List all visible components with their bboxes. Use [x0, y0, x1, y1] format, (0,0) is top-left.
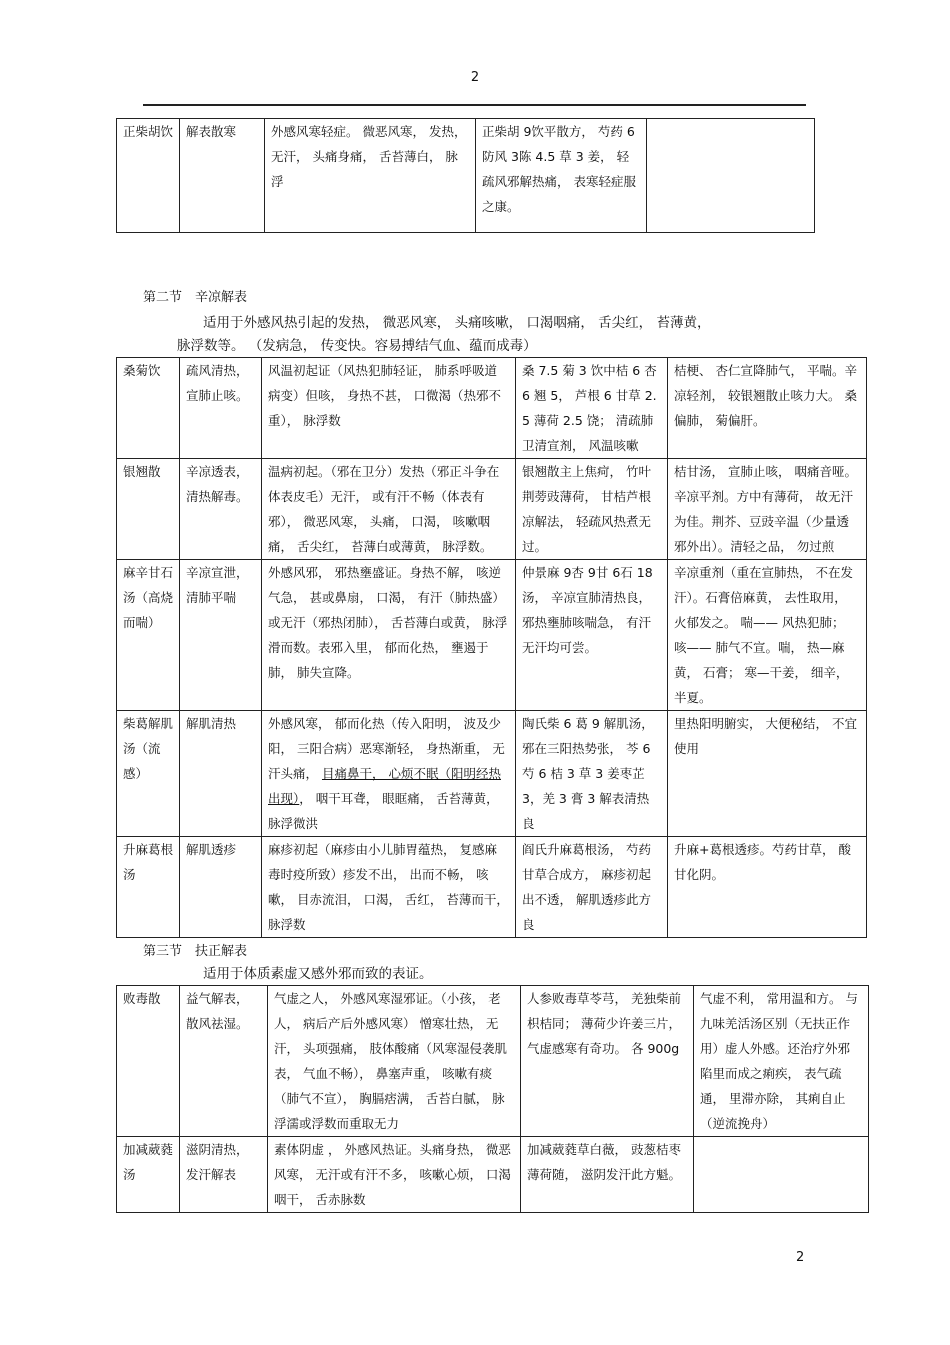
formula-notes: 辛凉重剂（重在宣肺热， 不在发汗）。石膏倍麻黄， 去性取用， 火郁发之。 喘—— 风热犯肺； 咳—— 肺气不宣。喘， 热—麻黄， 石膏； 寒—干姜， 细辛， 半夏。 — [668, 560, 867, 711]
formula-name: 银翘散 — [117, 459, 180, 560]
section-desc-3-line1: 适用于体质素虚又感外邪而致的表证。 — [203, 966, 433, 982]
formula-function: 辛凉宣泄， 清肺平喘 — [180, 560, 262, 711]
table-row — [117, 711, 867, 837]
formula-table-section2 — [116, 357, 867, 938]
table-row — [117, 119, 815, 233]
formula-name: 加减葳蕤汤 — [117, 1137, 180, 1213]
section-desc-2-line1: 适用于外感风热引起的发热， 微恶风寒， 头痛咳嗽， 口渴咽痛， 舌尖红， 苔薄黄， — [203, 315, 711, 331]
formula-function: 解表散寒 — [180, 119, 265, 233]
formula-indication: 素体阴虚 ， 外感风热证。头痛身热， 微恶风寒， 无汗或有汗不多， 咳嗽心烦， 口渴咽干， 舌赤脉数 — [268, 1137, 521, 1213]
formula-recipe: 阎氏升麻葛根汤， 芍药甘草合成方， 麻疹初起出不透， 解肌透疹此方良 — [516, 837, 668, 938]
table-row — [117, 986, 869, 1137]
formula-recipe: 仲景麻 9杏 9甘 6石 18 汤， 辛凉宣肺清热良， 邪热壅肺咳喘急， 有汗无汗均可尝。 — [516, 560, 668, 711]
formula-function: 疏风清热， 宣肺止咳。 — [180, 358, 262, 459]
formula-function: 滋阴清热， 发汗解表 — [180, 1137, 268, 1213]
formula-indication — [262, 711, 516, 837]
table-row — [117, 837, 867, 938]
section-title-2: 第二节 辛凉解表 — [143, 290, 248, 305]
table-row — [117, 1137, 869, 1213]
formula-function: 解肌清热 — [180, 711, 262, 837]
formula-notes — [694, 1137, 869, 1213]
table-row — [117, 560, 867, 711]
table-row — [117, 459, 867, 560]
indication-tail: ， 咽干耳聋， 眼眶痛， 舌苔薄黄， 脉浮微洪 — [268, 791, 499, 831]
formula-name: 桑菊饮 — [117, 358, 180, 459]
section-desc-2-line2: 脉浮数等。 （发病急， 传变快。容易搏结气血、蕴而成毒） — [177, 338, 537, 354]
formula-recipe: 正柴胡 9饮平散方， 芍药 6防风 3陈 4.5 草 3 姜， 轻疏风邪解热痛， 表寒轻症服之康。 — [476, 119, 647, 233]
formula-name: 败毒散 — [117, 986, 180, 1137]
formula-table-section1 — [116, 118, 815, 233]
formula-recipe: 陶氏柴 6 葛 9 解肌汤， 邪在三阳热势张， 芩 6 芍 6 桔 3 草 3 姜枣芷 3，羌 3 膏 3 解表清热良 — [516, 711, 668, 837]
formula-recipe: 银翘散主上焦疴， 竹叶荆蒡豉薄荷， 甘桔芦根凉解法， 轻疏风热煮无过。 — [516, 459, 668, 560]
formula-name: 升麻葛根汤 — [117, 837, 180, 938]
formula-indication: 麻疹初起（麻疹由小儿肺胃蕴热， 复感麻毒时疫所致）疹发不出， 出而不畅， 咳嗽， 目赤流泪， 口渴， 舌红， 苔薄而干， 脉浮数 — [262, 837, 516, 938]
header-rule — [143, 104, 806, 106]
formula-function: 解肌透疹 — [180, 837, 262, 938]
formula-recipe: 人参败毒草苓芎， 羌独柴前枳桔同； 薄荷少许姜三片， 气虚感寒有奇功。 各 900g — [521, 986, 694, 1137]
formula-name: 麻辛甘石汤（高烧而喘） — [117, 560, 180, 711]
page-number-top: 2 — [470, 70, 480, 85]
formula-function: 辛凉透表， 清热解毒。 — [180, 459, 262, 560]
formula-notes — [647, 119, 815, 233]
formula-recipe: 桑 7.5 菊 3 饮中桔 6 杏 6 翘 5， 芦根 6 甘草 2.5 薄荷 2.5 饶； 清疏肺卫清宣剂， 风温咳嗽 — [516, 358, 668, 459]
formula-indication: 气虚之人， 外感风寒湿邪证。（小孩， 老人， 病后产后外感风寒） 憎寒壮热， 无汗， 头项强痛， 肢体酸痛（风寒湿侵袭肌表， 气血不畅）， 鼻塞声重， 咳嗽有痰（肺气不宣）， 胸膈痞满， 舌苔白腻， 脉浮濡或浮数而重取无力 — [268, 986, 521, 1137]
page-number-bottom: 2 — [796, 1250, 805, 1265]
formula-notes: 升麻+葛根透疹。芍药甘草， 酸甘化阴。 — [668, 837, 867, 938]
section-title-3: 第三节 扶正解表 — [143, 944, 248, 959]
formula-notes: 桔甘汤， 宣肺止咳， 咽痛音哑。辛凉平剂。方中有薄荷， 故无汗为佳。荆芥、豆豉辛温（少量透邪外出）。清轻之品， 勿过煎 — [668, 459, 867, 560]
formula-name: 柴葛解肌汤（流感） — [117, 711, 180, 837]
underlined-symptoms: 目痛鼻干， 心烦不眠（阳明经热出现） — [268, 766, 501, 806]
formula-name: 正柴胡饮 — [117, 119, 180, 233]
formula-notes: 气虚不利， 常用温和方。 与九味羌活汤区别（无扶正作用）虚人外感。还治疗外邪陷里而成之痢疾， 表气疏通， 里滞亦除， 其痢自止（逆流挽舟） — [694, 986, 869, 1137]
indication-text: 外感风寒， 郁而化热（传入阳明， 波及少阳， 三阳合病）恶寒渐轻， 身热渐重， 无汗头痛， — [268, 716, 505, 781]
formula-notes: 桔梗、 杏仁宣降肺气， 平喘。辛凉轻剂， 较银翘散止咳力大。 桑偏肺， 菊偏肝。 — [668, 358, 867, 459]
formula-indication: 温病初起。（邪在卫分）发热（邪正斗争在体表皮毛）无汗， 或有汗不畅（体表有邪）， 微恶风寒， 头痛， 口渴， 咳嗽咽痛， 舌尖红， 苔薄白或薄黄， 脉浮数。 — [262, 459, 516, 560]
formula-table-section3 — [116, 985, 869, 1213]
table-row — [117, 358, 867, 459]
formula-function: 益气解表， 散风祛湿。 — [180, 986, 268, 1137]
formula-indication: 风温初起证（风热犯肺轻证， 肺系呼吸道病变）但咳， 身热不甚， 口微渴（热邪不重）， 脉浮数 — [262, 358, 516, 459]
formula-recipe: 加减葳蕤草白薇， 豉葱桔枣薄荷随， 滋阴发汗此方魁。 — [521, 1137, 694, 1213]
formula-indication: 外感风寒轻症。 微恶风寒， 发热， 无汗， 头痛身痛， 舌苔薄白， 脉浮 — [265, 119, 476, 233]
formula-notes: 里热阳明腑实， 大便秘结， 不宜使用 — [668, 711, 867, 837]
formula-indication: 外感风邪， 邪热壅盛证。身热不解， 咳逆气急， 甚或鼻扇， 口渴， 有汗（肺热盛）或无汗（邪热闭肺）， 舌苔薄白或黄， 脉浮滑而数。表邪入里， 郁而化热， 壅遏于肺， 肺失宣降。 — [262, 560, 516, 711]
